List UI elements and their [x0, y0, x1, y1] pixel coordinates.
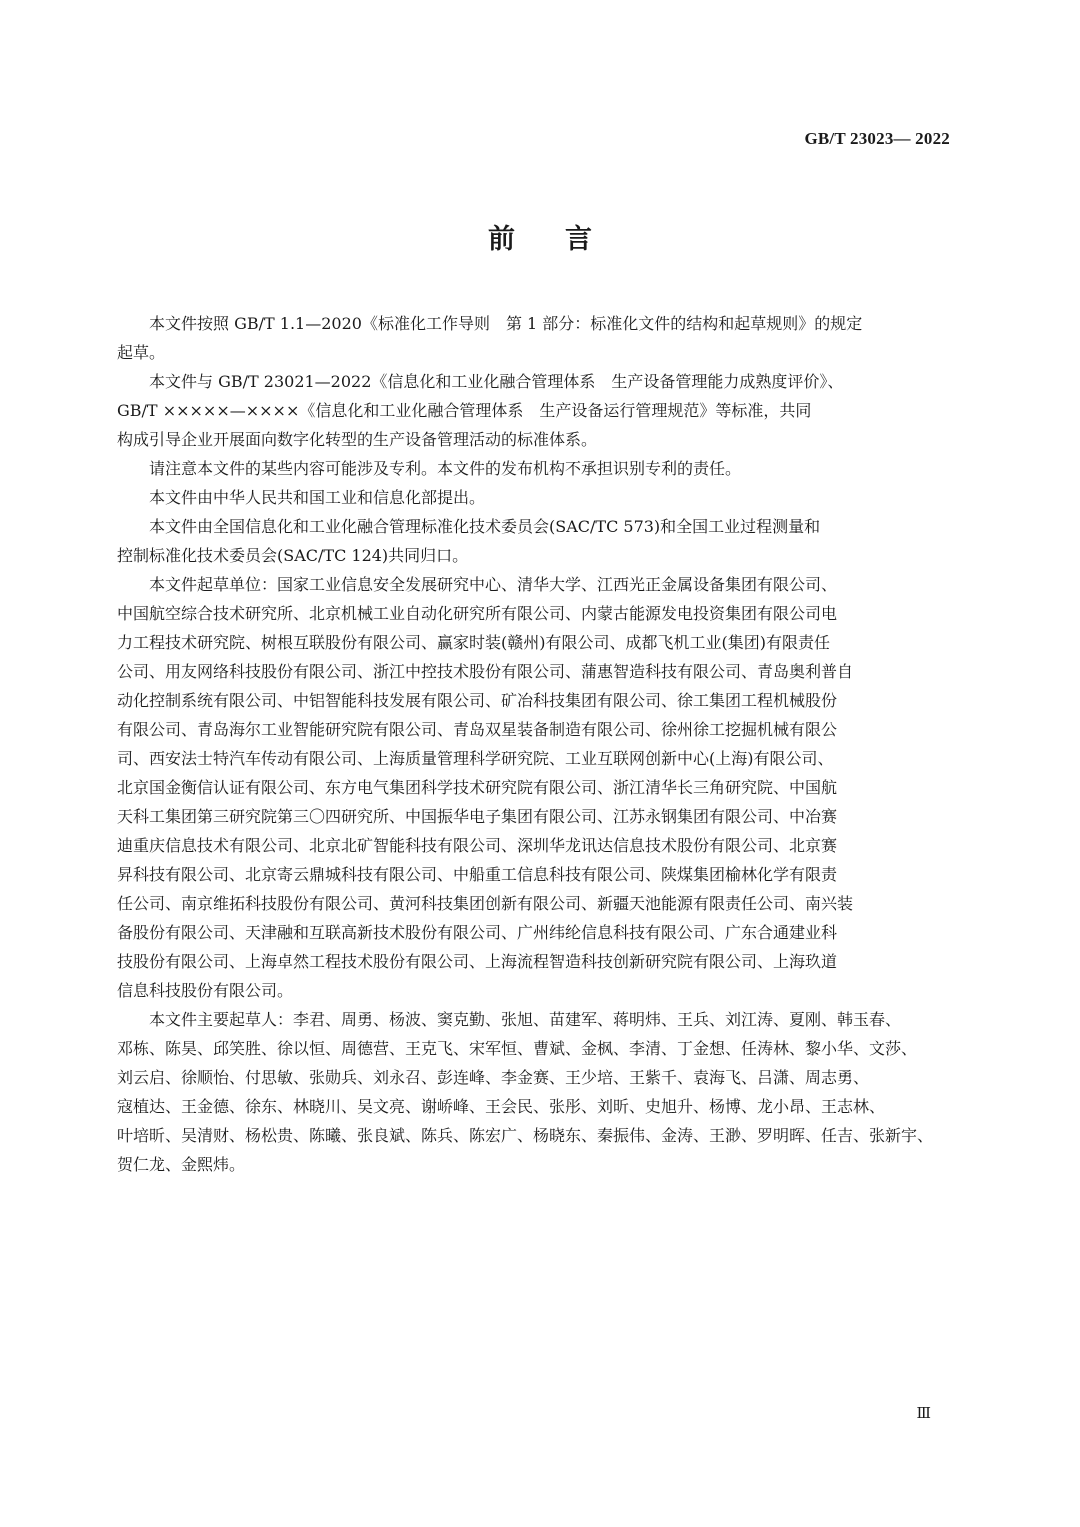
- text-line: 邓栋、陈昊、邱笑胜、徐以恒、周德营、王克飞、宋军恒、曹斌、金枫、李清、丁金想、任涛林、黎小华、文莎、: [117, 1039, 918, 1058]
- text-line: 昇科技有限公司、北京寄云鼎城科技有限公司、中船重工信息科技有限公司、陕煤集团榆林化学有限责: [117, 865, 838, 884]
- text-line: 迪重庆信息技术有限公司、北京北矿智能科技有限公司、深圳华龙讯达信息技术股份有限公司、北京赛: [117, 836, 838, 855]
- text-line: 北京国金衡信认证有限公司、东方电气集团科学技术研究院有限公司、浙江清华长三角研究院、中国航: [117, 778, 838, 797]
- text-line: 备股份有限公司、天津融和互联高新技术股份有限公司、广州纬纶信息科技有限公司、广东合通建业科: [117, 923, 838, 942]
- text-line: 司、西安法士特汽车传动有限公司、上海质量管理科学研究院、工业互联网创新中心(上海)有限公司、: [117, 749, 834, 768]
- text-line: 构成引导企业开展面向数字化转型的生产设备管理活动的标准体系。: [117, 430, 598, 449]
- text-line: 公司、用友网络科技股份有限公司、浙江中控技术股份有限公司、蒲惠智造科技有限公司、青岛奥利普自: [117, 662, 854, 681]
- text-line: GB/T ×××××—××××《信息化和工业化融合管理体系 生产设备运行管理规范》等标准，共同: [117, 401, 812, 420]
- foreword-body: [117, 309, 953, 1179]
- text-line: 天科工集团第三研究院第三〇四研究所、中国振华电子集团有限公司、江苏永钢集团有限公司、中冶赛: [117, 807, 838, 826]
- text-line: 技股份有限公司、上海卓然工程技术股份有限公司、上海流程智造科技创新研究院有限公司、上海玖道: [117, 952, 838, 971]
- page-number: Ⅲ: [916, 1406, 930, 1422]
- text-line: 本文件由全国信息化和工业化融合管理标准化技术委员会(SAC/TC 573)和全国工业过程测量和: [117, 517, 821, 536]
- text-line: 动化控制系统有限公司、中铝智能科技发展有限公司、矿冶科技集团有限公司、徐工集团工程机械股份: [117, 691, 838, 710]
- text-line: 中国航空综合技术研究所、北京机械工业自动化研究所有限公司、内蒙古能源发电投资集团有限公司电: [117, 604, 838, 623]
- text-line: 本文件主要起草人：李君、周勇、杨波、窦克勤、张旭、苗建军、蒋明炜、王兵、刘江涛、夏刚、韩玉春、: [117, 1010, 902, 1029]
- text-line: 信息科技股份有限公司。: [117, 981, 294, 1000]
- text-line: 刘云启、徐顺怡、付思敏、张勋兵、刘永召、彭连峰、李金赛、王少培、王紫千、袁海飞、吕潇、周志勇、: [117, 1068, 870, 1087]
- text-line: 控制标准化技术委员会(SAC/TC 124)共同归口。: [117, 546, 469, 565]
- text-line: 本文件与 GB/T 23021—2022《信息化和工业化融合管理体系 生产设备管理能力成熟度评价》、: [117, 372, 844, 391]
- text-line: 任公司、南京维拓科技股份有限公司、黄河科技集团创新有限公司、新疆天池能源有限责任公司、南兴装: [117, 894, 854, 913]
- text-line: 寇植达、王金德、徐东、林晓川、吴文亮、谢峤峰、王会民、张彤、刘昕、史旭升、杨博、龙小昂、王志林、: [117, 1097, 886, 1116]
- text-line: 本文件按照 GB/T 1.1—2020《标准化工作导则 第 1 部分：标准化文件的结构和起草规则》的规定: [117, 314, 863, 333]
- text-line: 有限公司、青岛海尔工业智能研究院有限公司、青岛双星装备制造有限公司、徐州徐工挖掘机械有限公: [117, 720, 838, 739]
- title-char-2: 言: [565, 224, 592, 255]
- standard-code: GB/T 23023— 2022: [804, 129, 950, 148]
- title-char-1: 前: [488, 224, 515, 255]
- text-line: 本文件由中华人民共和国工业和信息化部提出。: [117, 488, 486, 507]
- text-line: 力工程技术研究院、树根互联股份有限公司、赢家时装(赣州)有限公司、成都飞机工业(集团)有限责任: [117, 633, 830, 652]
- text-line: 本文件起草单位：国家工业信息安全发展研究中心、清华大学、江西光正金属设备集团有限公司、: [117, 575, 838, 594]
- text-line: 贺仁龙、金熙炜。: [117, 1155, 246, 1174]
- text-line: 起草。: [117, 343, 166, 362]
- text-line: 叶培昕、吴清财、杨松贵、陈曦、张良斌、陈兵、陈宏广、杨晓东、秦振伟、金涛、王渺、罗明晖、任吉、张新宇、: [117, 1126, 934, 1145]
- page-title: [0, 222, 1080, 258]
- text-line: 请注意本文件的某些内容可能涉及专利。本文件的发布机构不承担识别专利的责任。: [117, 459, 742, 478]
